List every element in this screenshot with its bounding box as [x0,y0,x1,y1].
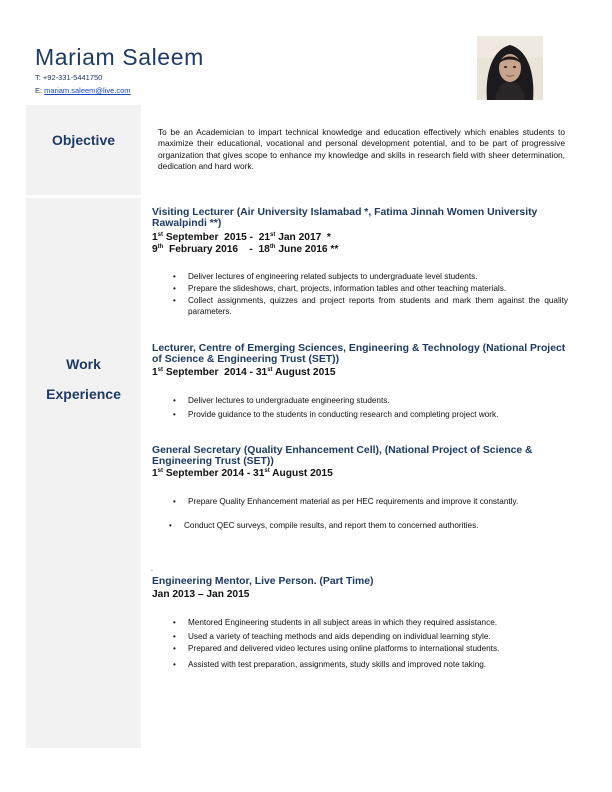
job-bullets [173,496,545,508]
job-title: General Secretary (Quality Enhancement Cell), (National Project of Science & Engineering Trust (SET)) [152,445,533,468]
list-item: • Deliver lectures to undergraduate engineering students. [173,396,390,405]
job-dates: Jan 2013 – Jan 2015 [152,589,250,600]
list-item: • Prepared and delivered video lectures using online platforms to international students. [173,644,500,654]
phone-number: T: +92-331-5441750 [35,73,103,82]
list-item: • Mentored Engineering students in all subject areas in which they required assistance. [173,618,498,627]
job-title: Visiting Lecturer (Air University Islamabad *, Fatima Jinnah Women University Rawalpindi **) [152,207,538,230]
stray-mark: . [151,566,153,573]
work-experience-band [26,198,141,748]
list-item: • Deliver lectures of engineering related subjects to undergraduate level students. [173,272,478,281]
email-link[interactable]: mariam.saleem@live.com [44,86,131,95]
work-heading-line1: Work [66,356,101,372]
job-dates: 9th February 2016 - 18th June 2016 ** [152,244,339,255]
job-bullets [173,616,568,672]
list-item: • Conduct QEC surveys, compile results, and report them to concerned authorities. [169,521,479,530]
email-line [35,86,131,95]
job-dates: 1st September 2014 - 31st August 2015 [152,468,333,479]
work-heading-line2: Experience [46,386,121,402]
objective-band [26,105,141,195]
email-prefix: E: [35,86,45,95]
job-title: Engineering Mentor, Live Person. (Part Time) [152,576,374,587]
objective-text: To be an Academician to impart technical knowledge and education effectively which enables students to maximize their educational, vocational and personal development potential, and to be part of progressive organization that gives scope to enhance my knowledge and skills in research field with sheer determination, dedication and hard work. [158,127,565,171]
objective-heading: Objective [51,132,116,148]
job-bullets [169,520,569,532]
job-dates: 1st September 2014 - 31st August 2015 [152,367,336,378]
list-item: • Used a variety of teaching methods and aids depending on individual learning style. [173,631,491,641]
list-item: • Prepare Quality Enhancement material as per HEC requirements and improve it constantly. [173,497,519,506]
profile-photo-illustration [477,36,543,100]
job-title: Lecturer, Centre of Emerging Sciences, Engineering & Technology (National Project of Science & Engineering Trust (SET)) [152,343,566,366]
list-item: • Prepare the slideshows, chart, projects, information tables and other teaching materials. [173,283,507,293]
profile-photo [477,36,543,100]
job-dates: 1st September 2015 - 21st Jan 2017 * [152,232,331,243]
list-item: • Collect assignments, quizzes and project reports from students and mark them against the quality parameters. [173,295,568,317]
list-item: • Assisted with test preparation, assignments, study skills and improved note taking. [173,660,487,670]
job-bullets [173,271,568,318]
list-item: • Provide guidance to the students in conducting research and completing project work. [173,409,499,419]
resume-name: Mariam Saleem [35,44,204,70]
job-bullets [173,394,548,421]
